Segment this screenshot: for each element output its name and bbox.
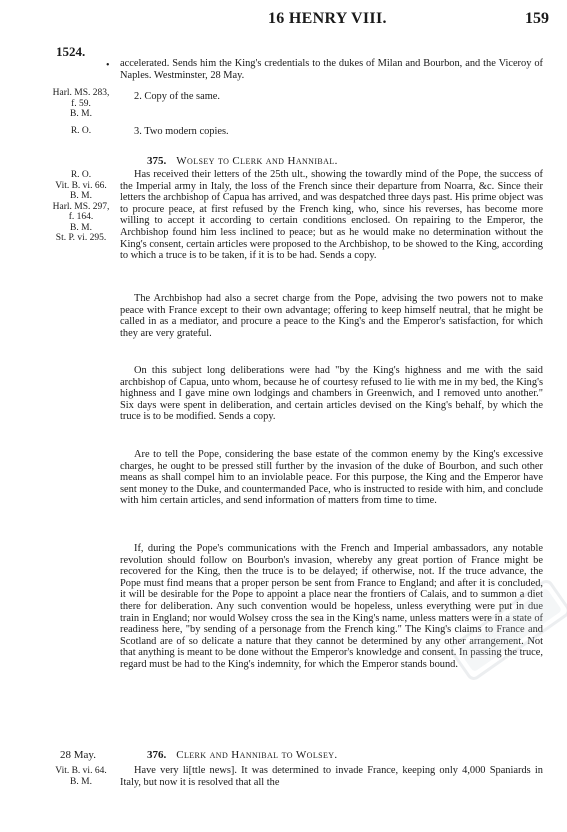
page-number: 159 xyxy=(525,10,549,27)
paragraph: Have very li[ttle news]. It was determined to invade France, keeping only 4,000 Spaniards in Italy, but now it is resolved that all the xyxy=(120,765,543,788)
entry-number: 375. xyxy=(147,155,167,167)
paragraph: On this subject long deliberations were had "by the King's highness and me with the said archbishop of Capua, unto whom, because he of courtesy refused to lie with me in my bed, the King's highness and I gave mine own lodgings and chambers in Greenwich, and I removed unto another." Six days were spent in deliberation, and certain articles devised on the King's behalf, by which the truce is to be modified. Sends a copy. xyxy=(120,365,543,423)
margin-note: B. M. xyxy=(70,109,92,119)
margin-note: Vit. B. vi. 64. xyxy=(55,766,107,776)
item3-margin xyxy=(50,126,112,137)
paragraph: Has received their letters of the 25th ult., showing the towardly mind of the Pope, the success of the Imperial army in Italy, the loss of the French since their departure from Noarra, &c. Since their letters the archbishop of Capua has arrived, and was despatched three days past. His prime object was to procure peace, at first refused by the French king, who, since his reverses, has become more willing to accept it according to certain conditions enclosed. On repairing to the Emperor, the Archbishop found him less inclined to peace; but as he would make no determination without the King's consent, certain articles were proposed to the Archbishop, to be showed to the King, according to which a truce is to be taken, if it is to be had. Sends a copy. xyxy=(120,169,543,262)
margin-note: R. O. xyxy=(70,170,92,180)
margin-note: Harl. MS. 297, xyxy=(52,201,110,212)
item2-margin xyxy=(50,88,112,120)
paragraph: If, during the Pope's communications with the French and Imperial ambassadors, any notable revolution should follow on Bourbon's invasion, whereby any great portion of France might be recovered for the King, then the truce is to be delayed; if otherwise, not. If the truce advance, the Pope must find means that a proper person be sent from France to England; and after it is concluded, it will be desirable for the Pope to appoint a place near the frontiers of Calais, and to summon a diet there for deliberation. Any such convention would be hopeless, unless everything were put in due train in England; nor would Wolsey cross the sea in the King's name, unless matters were in a state of readiness here, "by sending of a personage from the French king." The King's claims to France and Scotland are of so delicate a nature that they cannot be determined by any other arrangement. Not that anything is meant to be done without the Emperor's knowledge and consent. In passing the truce, regard must be had to the King's indemnity, for which the Emperor stands bound. xyxy=(120,543,543,670)
entry-375-margin xyxy=(50,170,112,244)
bullet-mark: • xyxy=(106,60,110,71)
page-header-title: 16 HENRY VIII. xyxy=(268,10,387,27)
item2-text: 2. Copy of the same. xyxy=(134,91,220,102)
entry-375-heading xyxy=(147,155,338,167)
entry-374-continuation: accelerated. Sends him the King's credentials to the dukes of Milan and Bourbon, and the Viceroy of Naples. Westminster, 28 May. xyxy=(120,58,543,81)
margin-note: B. M. xyxy=(70,222,92,233)
entry-title: Clerk and Hannibal to Wolsey. xyxy=(176,749,338,761)
margin-note: Vit. B. vi. 66. xyxy=(55,180,107,191)
margin-note: Harl. MS. 283, xyxy=(52,88,110,98)
entry-376-date: 28 May. xyxy=(60,749,96,761)
margin-note: f. 164. xyxy=(68,212,94,222)
entry-number: 376. xyxy=(147,749,167,761)
item3-text: 3. Two modern copies. xyxy=(134,126,229,137)
year-label: 1524. xyxy=(56,44,86,59)
paragraph: The Archbishop had also a secret charge from the Pope, advising the two powers not to make peace with France except to their own advantage; offering to keep himself neutral, that he might be called in as a mediator, and procure a peace to the King's and the Emperor's satisfaction, for which they are very grateful. xyxy=(120,293,543,339)
margin-note: f. 59. xyxy=(71,98,91,109)
entry-title: Wolsey to Clerk and Hannibal. xyxy=(176,155,338,167)
entry-376-margin xyxy=(50,766,112,787)
paragraph: Are to tell the Pope, considering the base estate of the common enemy by the King's excessive charges, he ought to be pressed still further by the invasion of the duke of Bourbon, and such other means as shall compel him to an inviolable peace. For this purpose, the King and the Emperor have sent money to the Duke, and countermanded Pace, who is instructed to reside with him, and conclude with him certain articles, and send information of matters from time to time. xyxy=(120,449,543,507)
entry-376-heading xyxy=(147,749,338,761)
margin-note: St. P. vi. 295. xyxy=(55,233,107,243)
margin-note: R. O. xyxy=(70,126,92,136)
margin-note: B. M. xyxy=(70,776,92,787)
margin-note: B. M. xyxy=(70,191,92,201)
